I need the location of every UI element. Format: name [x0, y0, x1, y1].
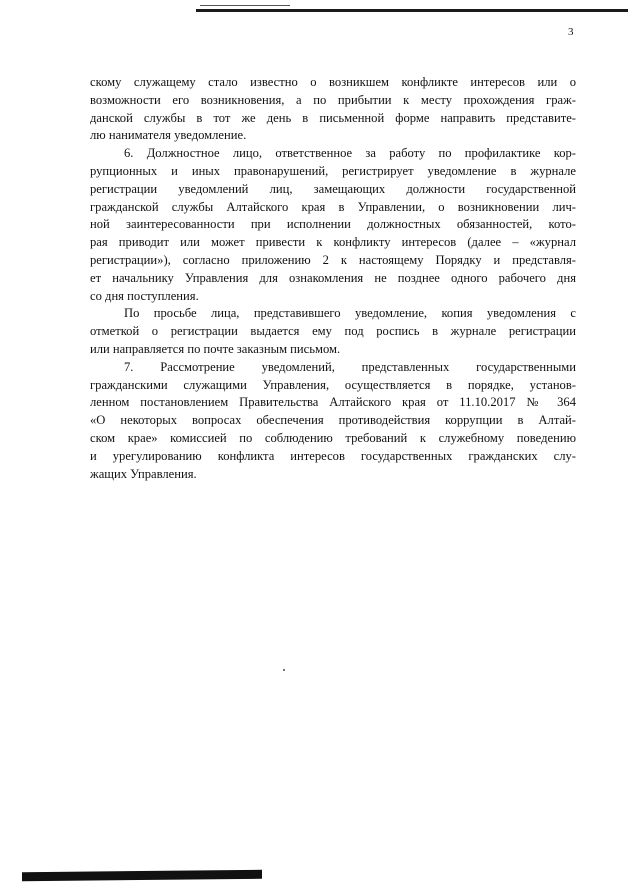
paragraph-continuation — [90, 74, 576, 145]
scan-artifact-bottom — [22, 870, 262, 882]
text-line: возможности его возникновения, а по прибытии к месту прохождения граж- — [90, 92, 576, 107]
text-line: 6. Должностное лицо, ответственное за работу по профилактике кор- — [124, 146, 576, 161]
text-line: отметкой о регистрации выдается ему под роспись в журнале регистрации — [90, 324, 576, 339]
scan-artifact-dot — [283, 669, 285, 671]
text-line: или направляется по почте заказным письмом. — [90, 341, 341, 356]
text-line: данской службы в тот же день в письменной форме направить представите- — [90, 110, 576, 125]
text-line: со дня поступления. — [90, 288, 199, 303]
text-line: ной заинтересованности при исполнении должностных обязанностей, кото- — [90, 217, 576, 232]
text-line: жащих Управления. — [90, 466, 197, 481]
text-line: гражданской службы Алтайского края в Управлении, о возникновении лич- — [90, 199, 576, 214]
paragraph-6 — [90, 145, 576, 305]
text-line: лю нанимателя уведомление. — [90, 128, 247, 143]
text-line: скому служащему стало известно о возникшем конфликте интересов или о — [90, 75, 576, 89]
text-line: По просьбе лица, представившего уведомление, копия уведомления с — [124, 306, 576, 321]
scan-artifact-top — [196, 9, 628, 12]
text-line: «О некоторых вопросах обеспечения противодействия коррупции в Алтай- — [90, 413, 576, 428]
text-line: 7. Рассмотрение уведомлений, представленных государственными — [124, 359, 576, 374]
scan-artifact-top-thin — [200, 5, 290, 6]
text-line: регистрации уведомлений лиц, замещающих должности государственной — [90, 181, 576, 196]
text-line: гражданскими служащими Управления, осуществляется в порядке, установ- — [90, 377, 576, 392]
document-body — [90, 74, 576, 483]
text-line: ском крае» комиссией по соблюдению требований к служебному поведению — [90, 430, 576, 445]
text-line: ет начальнику Управления для ознакомления не позднее одного рабочего дня — [90, 270, 576, 285]
text-line: ленном постановлением Правительства Алтайского края от 11.10.2017 № 364 — [90, 395, 576, 410]
text-line: рупционных и иных правонарушений, регистрирует уведомление в журнале — [90, 163, 576, 178]
text-line: регистрации»), согласно приложению 2 к настоящему Порядку и представля- — [90, 252, 576, 267]
paragraph-7 — [90, 359, 576, 484]
paragraph-copy — [90, 305, 576, 358]
page-number: 3 — [568, 26, 574, 38]
text-line: и урегулированию конфликта интересов государственных гражданских слу- — [90, 448, 576, 463]
text-line: рая приводит или может привести к конфликту интересов (далее – «журнал — [90, 235, 576, 250]
